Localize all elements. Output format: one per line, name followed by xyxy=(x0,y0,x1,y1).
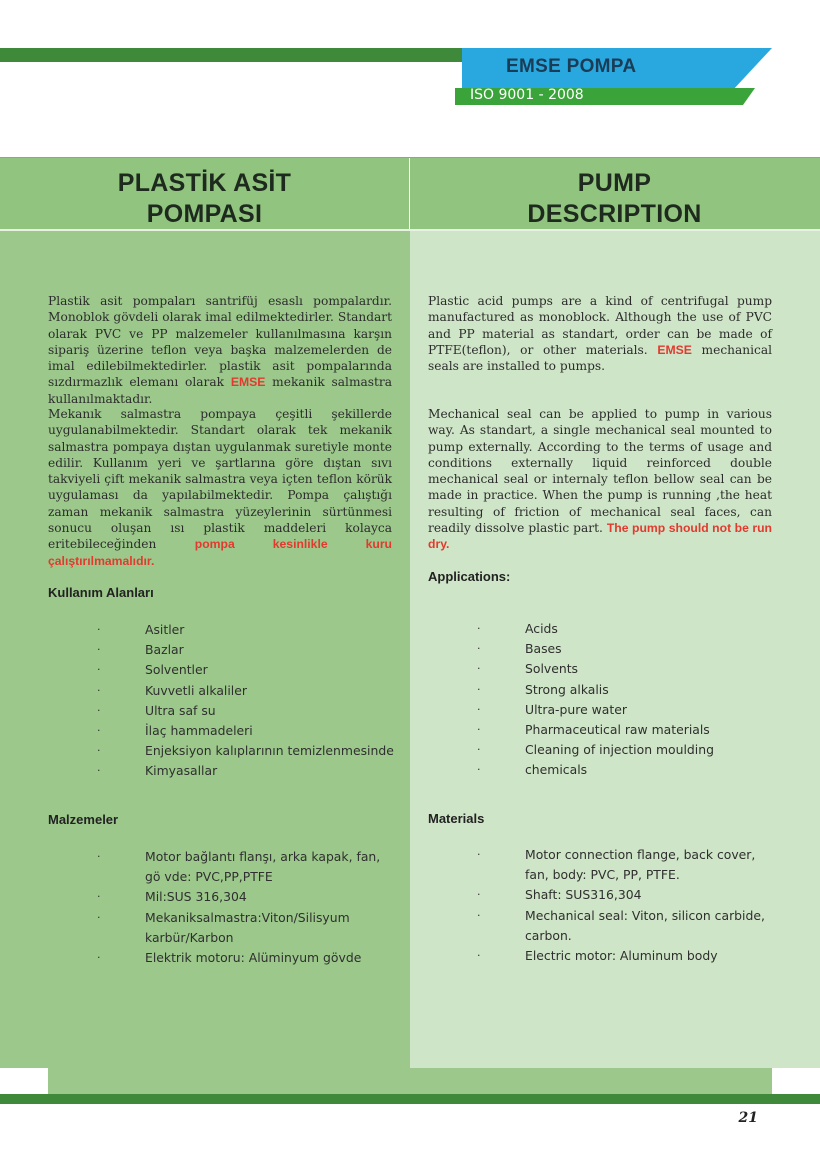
left-column-title xyxy=(0,168,409,230)
list-item xyxy=(477,760,777,780)
right-title-line1: PUMP xyxy=(577,169,652,197)
list-item-text: Electric motor: Aluminum body xyxy=(525,948,718,964)
list-item xyxy=(477,885,777,905)
list-item xyxy=(477,740,777,760)
list-item-text: Mil:SUS 316,304 xyxy=(145,889,247,905)
list-item xyxy=(97,908,397,948)
list-item-text: Asitler xyxy=(145,622,185,637)
footer-dark-stripe xyxy=(0,1094,820,1104)
bullet-icon: · xyxy=(477,642,481,656)
list-item xyxy=(97,640,397,660)
list-item xyxy=(97,948,397,968)
list-item-text: Acids xyxy=(525,621,558,636)
right-intro-paragraph: Plastic acid pumps are a kind of centrifugal pump manufactured as monoblock. Although the use of PVC and PP material as standart, order can be made of PTFE(teflon), or other materials. EMSE mechanical seals are installed to pumps. xyxy=(428,294,772,374)
left-intro-paragraph: Plastik asit pompaları santrifüj esaslı pompalardır. Monoblok gövdeli olarak imal edilmektedirler. Standart olarak PVC ve PP malzemeler kullanılmasına karşın sipariş üzerine teflon veya başka malzemelerden de imal edilebilmektedirler. plastik asit pompalarında sızdırmazlık elemanı olarak EMSE mekanik salmastra kullanılmaktadır. xyxy=(48,294,393,406)
bullet-icon: · xyxy=(477,908,481,922)
right-brand-highlight: EMSE xyxy=(657,342,692,357)
bullet-icon: · xyxy=(477,723,481,737)
bullet-icon: · xyxy=(477,763,481,777)
iso-certification: ISO 9001 - 2008 xyxy=(470,87,584,103)
list-item xyxy=(97,681,397,701)
bullet-icon: · xyxy=(97,663,101,677)
list-item-text: Enjeksiyon kalıplarının temizlenmesinde xyxy=(145,743,394,759)
list-item xyxy=(477,700,777,720)
list-item-text: Mechanical seal: Viton, silicon carbide, carbon. xyxy=(525,907,765,943)
bullet-icon: · xyxy=(477,743,481,757)
left-brand-highlight: EMSE xyxy=(230,375,266,390)
bullet-icon: · xyxy=(97,764,101,778)
bullet-icon: · xyxy=(97,724,101,738)
list-item-text: Bazlar xyxy=(145,642,184,658)
right-title-line2: DESCRIPTION xyxy=(527,200,702,228)
bullet-icon: · xyxy=(97,643,101,657)
list-item xyxy=(97,761,397,781)
list-item-text: Ultra saf su xyxy=(145,702,216,718)
left-title-line2: POMPASI xyxy=(146,200,263,228)
list-item-text: Mekaniksalmastra:Viton/Silisyum karbür/Karbon xyxy=(145,909,350,945)
list-item-text: Pharmaceutical raw materials xyxy=(525,722,710,738)
right-seal-paragraph: Mechanical seal can be applied to pump in various way. As standart, a single mechanical seal mounted to pump externally. According to the terms of usage and conditions externally liquid reinforced double mechanical seal or internaly teflon bellow seal can be made in practice. When the pump is running ,the heat resulting of friction of mechanical seal faces, can readily dissolve plastic part. The pump should not be run dry. xyxy=(428,407,773,552)
bullet-icon: · xyxy=(97,910,101,924)
list-item xyxy=(97,620,397,640)
footer-green-bar xyxy=(48,1068,772,1094)
list-item-text: Ultra-pure water xyxy=(525,701,627,717)
list-item-text: Motor bağlantı flanşı, arka kapak, fan, gö vde: PVC,PP,PTFE xyxy=(145,849,381,885)
list-item xyxy=(477,946,777,966)
bullet-icon: · xyxy=(97,951,101,965)
left-applications-heading: Kullanım Alanları xyxy=(48,585,154,600)
list-item xyxy=(97,847,397,887)
list-item xyxy=(97,721,397,741)
list-item xyxy=(477,659,777,679)
list-item xyxy=(477,845,777,885)
bullet-icon: · xyxy=(97,890,101,904)
list-item xyxy=(97,660,397,680)
left-title-line1: PLASTİK ASİT xyxy=(117,169,292,197)
list-item-text: chemicals xyxy=(525,762,588,778)
left-dry-run-warning: pompa kesinlikle kuru çalıştırılmamalıdır. xyxy=(48,537,393,568)
list-item xyxy=(97,887,397,907)
list-item-text: İlaç hammadeleri xyxy=(145,723,253,739)
bullet-icon: · xyxy=(97,683,101,697)
list-item xyxy=(97,701,397,721)
right-materials-list xyxy=(477,845,777,966)
bullet-icon: · xyxy=(477,662,481,676)
list-item-text: Elektrik motoru: Alüminyum gövde xyxy=(145,950,362,966)
list-item-text: Strong alkalis xyxy=(525,681,609,697)
list-item-text: Motor connection flange, back cover, fan, body: PVC, PP, PTFE. xyxy=(525,847,756,883)
list-item-text: Shaft: SUS316,304 xyxy=(525,887,642,903)
list-item xyxy=(477,639,777,659)
page-number: 21 xyxy=(738,1110,758,1126)
bullet-icon: · xyxy=(477,682,481,696)
list-item-text: Solventler xyxy=(145,662,208,678)
list-item-text: Cleaning of injection moulding xyxy=(525,742,714,758)
brand-name: EMSE POMPA xyxy=(506,56,637,77)
left-applications-list xyxy=(97,620,397,782)
bullet-icon: · xyxy=(477,848,481,861)
bullet-icon: · xyxy=(477,949,481,963)
bullet-icon: · xyxy=(97,623,101,636)
list-item xyxy=(477,680,777,700)
list-item xyxy=(97,741,397,761)
list-item xyxy=(477,906,777,946)
bullet-icon: · xyxy=(97,850,101,863)
list-item-text: Solvents xyxy=(525,661,579,677)
list-item xyxy=(477,619,777,639)
header-top-stripe xyxy=(0,48,470,62)
right-applications-heading: Applications: xyxy=(428,569,511,584)
left-materials-heading: Malzemeler xyxy=(48,812,119,827)
right-applications-list xyxy=(477,619,777,781)
list-item-text: Kimyasallar xyxy=(145,763,218,779)
bullet-icon: · xyxy=(477,702,481,716)
bullet-icon: · xyxy=(477,888,481,902)
bullet-icon: · xyxy=(97,744,101,758)
list-item xyxy=(477,720,777,740)
left-materials-list xyxy=(97,847,397,968)
right-dry-run-warning: The pump should not be run dry. xyxy=(428,521,773,552)
right-materials-heading: Materials xyxy=(428,811,485,826)
bullet-icon: · xyxy=(477,622,481,635)
left-seal-paragraph: Mekanık salmastra pompaya çeşitli şekillerde uygulanabilmektedir. Standart olarak tek mekanik salmastra pompaya dıştan uygulanmak suretiyle monte edilir. Kullanım yeri ve şartlarına göre dıştan sıvı takviyeli çift mekanik salmastra veya içten teflon körük uygulaması da yapılabilmektedir. Pompa çalıştığı zaman mekanik salmastra yüzeylerinin sürtünmesi sonucu oluşan ısı plastik maddeleri kolayca eritebileceğinden pompa kesinlikle kuru çalıştırılmamalıdır. xyxy=(48,407,393,568)
right-column-title xyxy=(410,168,819,230)
list-item-text: Kuvvetli alkaliler xyxy=(145,682,247,698)
list-item-text: Bases xyxy=(525,641,562,657)
bullet-icon: · xyxy=(97,703,101,717)
